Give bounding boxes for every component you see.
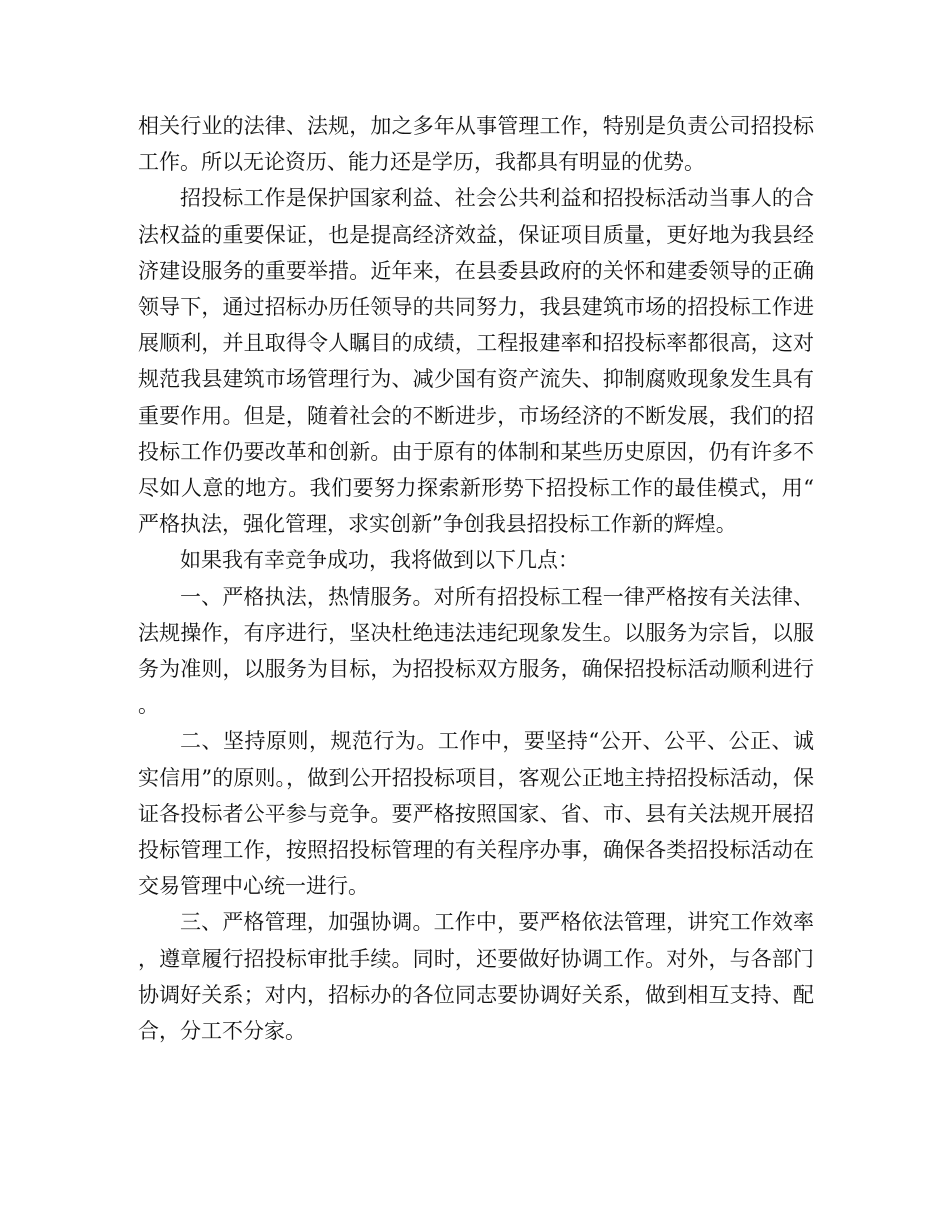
paragraph-commitment-intro: 如果我有幸竞争成功，我将做到以下几点：	[180, 548, 579, 573]
paragraph-point-three: 三、严格管理，加强协调。工作中，要严格依法管理，讲究工作效率，遵章履行招投标审批手续。同时，还要做好协调工作。对外，与各部门协调好关系；对内，招标办的各位同志要协调好关系，做到相互支持、配合，分工不分家。	[138, 910, 814, 1044]
paragraph-point-two: 二、坚持原则，规范行为。工作中，要坚持“公开、公平、公正、诚实信用”的原则。，做到公开招投标项目，客观公正地主持招投标活动，保证各投标者公平参与竞争。要严格按照国家、省、市、县有关法规开展招投标管理工作，按照招投标管理的有关程序办事，确保各类招投标活动在交易管理中心统一进行。	[138, 729, 814, 899]
paragraph-point-one: 一、严格执法，热情服务。对所有招投标工程一律严格按有关法律、法规操作，有序进行，坚决杜绝违法违纪现象发生。以服务为宗旨，以服务为准则，以服务为目标，为招投标双方服务，确保招投标活动顺利进行。	[138, 584, 814, 718]
document-body	[138, 108, 814, 1049]
paragraph-continuation: 相关行业的法律、法规，加之多年从事管理工作，特别是负责公司招投标工作。所以无论资历、能力还是学历，我都具有明显的优势。	[138, 114, 814, 175]
paragraph-tendering-importance: 招投标工作是保护国家利益、社会公共利益和招投标活动当事人的合法权益的重要保证，也是提高经济效益，保证项目质量，更好地为我县经济建设服务的重要举措。近年来，在县委县政府的关怀和建委领导的正确领导下，通过招标办历任领导的共同努力，我县建筑市场的招投标工作进展顺利，并且取得令人瞩目的成绩，工程报建率和招投标率都很高，这对规范我县建筑市场管理行为、减少国有资产流失、抑制腐败现象发生具有重要作用。但是，随着社会的不断进步，市场经济的不断发展，我们的招投标工作仍要改革和创新。由于原有的体制和某些历史原因，仍有许多不尽如人意的地方。我们要努力探索新形势下招投标工作的最佳模式，用“严格执法，强化管理，求实创新”争创我县招投标工作新的辉煌。	[138, 186, 814, 537]
